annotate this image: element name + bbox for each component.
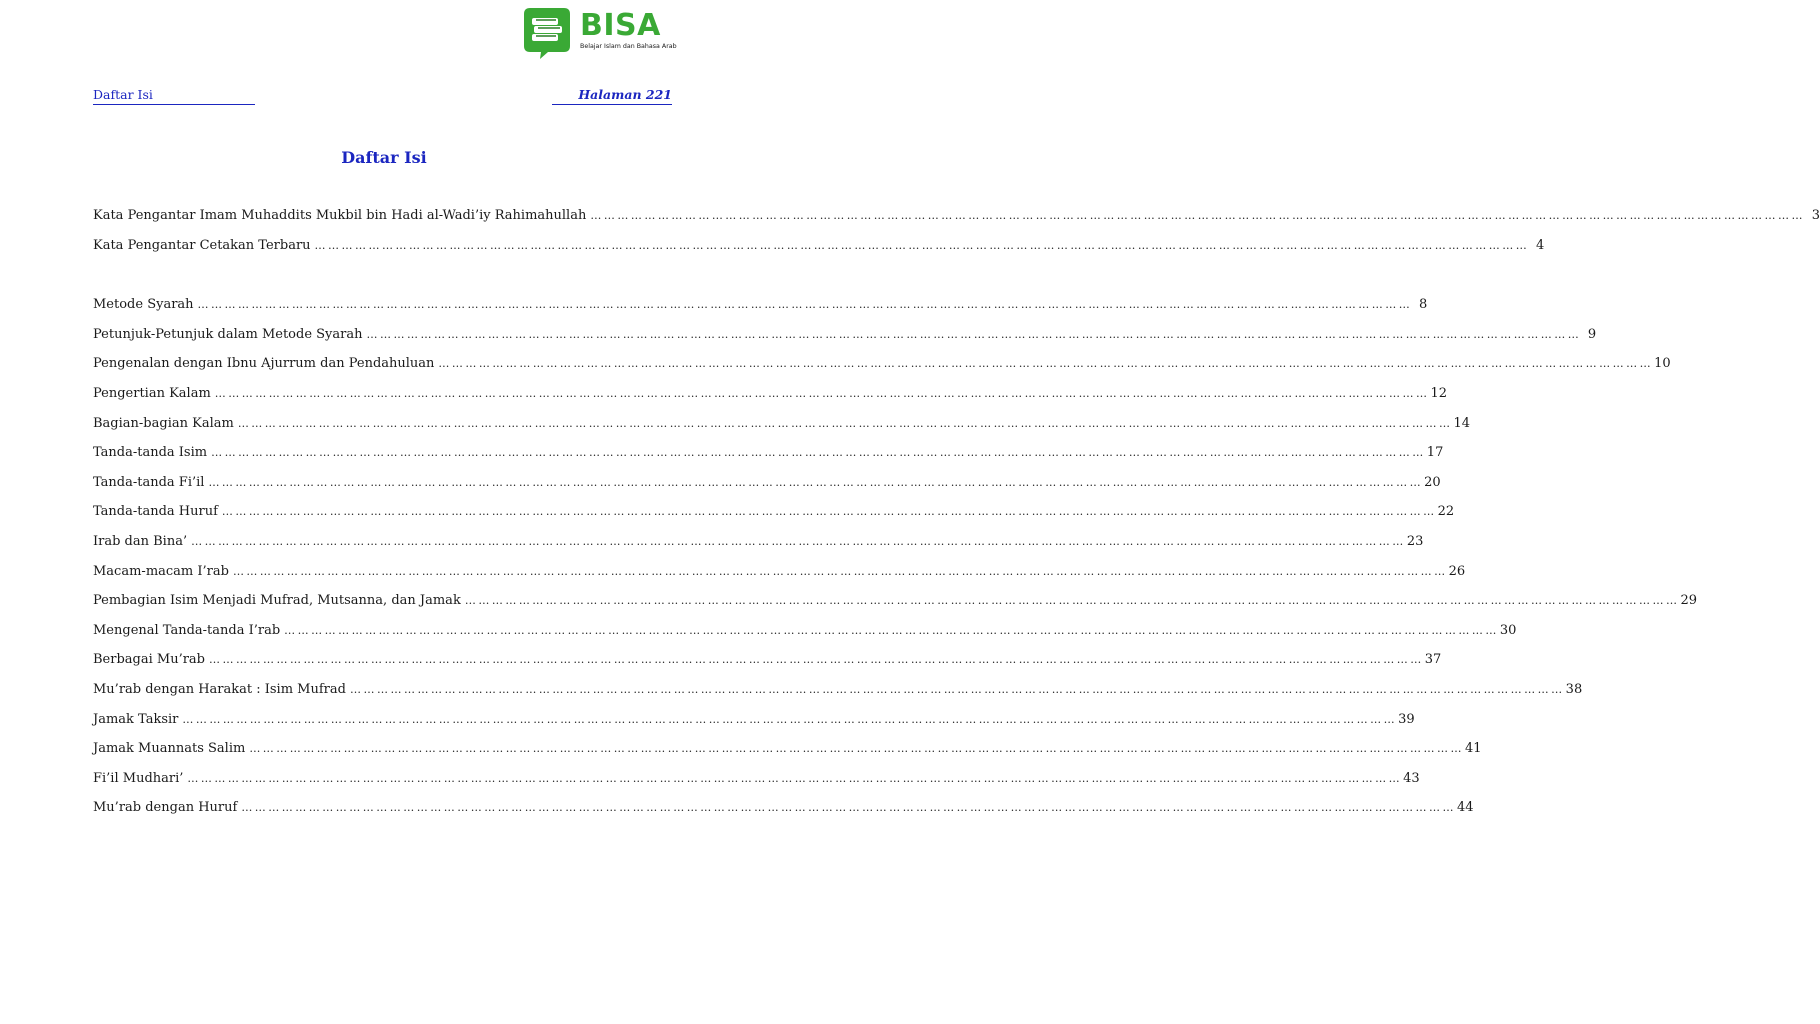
brand-name: BISA xyxy=(580,8,661,43)
toc-entry-page: 4 xyxy=(1535,237,1545,253)
header-section-title: Daftar Isi xyxy=(93,86,255,105)
toc-entry[interactable] xyxy=(93,621,1517,651)
toc-entry[interactable] xyxy=(93,473,1441,503)
running-header xyxy=(93,86,672,104)
toc-entry-title: Berbagai Mu’rab xyxy=(93,652,205,668)
toc-entry-title: Jamak Taksir xyxy=(93,711,179,727)
toc-entry[interactable] xyxy=(93,206,1820,236)
toc-entry[interactable] xyxy=(93,384,1448,414)
toc-entry-title: Mu’rab dengan Huruf xyxy=(93,800,238,816)
toc-leader-dots: … … … … … … … … … … … … … … … … … … … … … … … … … … … … … … … … … … … … … … … … … … … … … … … … … … … … … … … … … … … … … … … … … … … … … … … … … … … … … … … … … … … … … … … … … … xyxy=(221,505,1434,519)
toc-entry-page: 29 xyxy=(1680,593,1698,609)
toc-entry[interactable] xyxy=(93,236,1545,266)
toc-entry[interactable] xyxy=(93,650,1442,680)
toc-entry[interactable] xyxy=(93,591,1698,621)
toc-entry-page: 38 xyxy=(1565,681,1583,697)
toc-leader-dots: … … … … … … … … … … … … … … … … … … … … … … … … … … … … … … … … … … … … … … … … … … … … … … … … … … … … … … … … … … … … … … … … … … … … … … … … … … … … … … … … … … … … … … … … … … xyxy=(187,771,1400,785)
header-page-number: Halaman 221 xyxy=(552,86,672,105)
toc-entry-title: Tanda-tanda Huruf xyxy=(93,504,218,520)
toc-entry-title: Irab dan Bina’ xyxy=(93,533,188,549)
toc-leader-dots: … … … … … … … … … … … … … … … … … … … … … … … … … … … … … … … … … … … … … … … … … … … … … … … … … … … … … … … … … … … … … … … … … … … … … … … … … … … … … … … … … … … … … … … … … … xyxy=(241,801,1454,815)
toc-entry[interactable] xyxy=(93,680,1583,710)
toc-leader-dots: … … … … … … … … … … … … … … … … … … … … … … … … … … … … … … … … … … … … … … … … … … … … … … … … … … … … … … … … … … … … … … … … … … … … … … … … … … … … … … … … … … … … … … … … … … xyxy=(349,682,1562,696)
toc-entry[interactable] xyxy=(93,414,1471,444)
toc-entry-page: 43 xyxy=(1403,770,1420,786)
toc-leader-dots: … … … … … … … … … … … … … … … … … … … … … … … … … … … … … … … … … … … … … … … … … … … … … … … … … … … … … … … … … … … … … … … … … … … … … … … … … … … … … … … … … … … … … … … … … … xyxy=(366,327,1579,341)
toc-entry-title: Pengertian Kalam xyxy=(93,385,211,401)
toc-entry-title: Metode Syarah xyxy=(93,297,194,313)
toc-leader-dots: … … … … … … … … … … … … … … … … … … … … … … … … … … … … … … … … … … … … … … … … … … … … … … … … … … … … … … … … … … … … … … … … … … … … … … … … … … … … … … … … … … … … … … … … … … xyxy=(197,298,1410,312)
toc-entry-title: Mengenal Tanda-tanda I’rab xyxy=(93,622,281,638)
toc-entry-title: Macam-macam I’rab xyxy=(93,563,229,579)
toc-leader-dots: … … … … … … … … … … … … … … … … … … … … … … … … … … … … … … … … … … … … … … … … … … … … … … … … … … … … … … … … … … … … … … … … … … … … … … … … … … … … … … … … … … … … … … … … … … xyxy=(249,742,1462,756)
toc-entry-page: 20 xyxy=(1424,474,1441,490)
toc-entry-title: Jamak Muannats Salim xyxy=(93,741,246,757)
toc-entry[interactable] xyxy=(93,769,1420,799)
toc-entry-title: Kata Pengantar Imam Muhaddits Mukbil bin Hadi al-Wadi’iy Rahimahullah xyxy=(93,208,587,223)
toc-leader-dots: … … … … … … … … … … … … … … … … … … … … … … … … … … … … … … … … … … … … … … … … … … … … … … … … … … … … … … … … … … … … … … … … … … … … … … … … … … … … … … … … … … … … … … … … … … xyxy=(314,238,1527,252)
toc-leader-dots: … … … … … … … … … … … … … … … … … … … … … … … … … … … … … … … … … … … … … … … … … … … … … … … … … … … … … … … … … … … … … … … … … … … … … … … … … … … … … … … … … … … … … … … … … … xyxy=(438,357,1651,371)
toc-entry-page: 14 xyxy=(1453,415,1471,431)
toc-entry-page: 30 xyxy=(1499,622,1517,638)
toc-entry[interactable] xyxy=(93,325,1597,355)
toc-entry-title: Tanda-tanda Fi’il xyxy=(93,474,205,490)
toc-entry[interactable] xyxy=(93,562,1466,592)
toc-leader-dots: … … … … … … … … … … … … … … … … … … … … … … … … … … … … … … … … … … … … … … … … … … … … … … … … … … … … … … … … … … … … … … … … … … … … … … … … … … … … … … … … … … … … … … … … … … xyxy=(214,386,1427,400)
toc-entry-page: 22 xyxy=(1437,504,1455,520)
toc-leader-dots: … … … … … … … … … … … … … … … … … … … … … … … … … … … … … … … … … … … … … … … … … … … … … … … … … … … … … … … … … … … … … … … … … … … … … … … … … … … … … … … … … … … … … … … … … … xyxy=(209,653,1421,667)
toc-leader-dots: … … … … … … … … … … … … … … … … … … … … … … … … … … … … … … … … … … … … … … … … … … … … … … … … … … … … … … … … … … … … … … … … … … … … … … … … … … … … … … … … … … … … … … … … … … xyxy=(211,446,1423,460)
toc-entry-page: 3 xyxy=(1811,208,1820,223)
toc-entry[interactable] xyxy=(93,739,1482,769)
toc-entry[interactable] xyxy=(93,502,1455,532)
toc-leader-dots: … … … … … … … … … … … … … … … … … … … … … … … … … … … … … … … … … … … … … … … … … … … … … … … … … … … … … … … … … … … … … … … … … … … … … … … … … … … … … … … … … … … … … … … … … … xyxy=(464,594,1677,608)
toc-leader-dots: … … … … … … … … … … … … … … … … … … … … … … … … … … … … … … … … … … … … … … … … … … … … … … … … … … … … … … … … … … … … … … … … … … … … … … … … … … … … … … … … … … … … … … … … … … xyxy=(237,416,1450,430)
toc-entry-title: Mu’rab dengan Harakat : Isim Mufrad xyxy=(93,681,346,697)
toc-entry-title: Pembagian Isim Menjadi Mufrad, Mutsanna, dan Jamak xyxy=(93,593,461,609)
toc-entry-page: 9 xyxy=(1587,326,1597,342)
toc-entry[interactable] xyxy=(93,295,1428,325)
brand-tagline: Belajar Islam dan Bahasa Arab xyxy=(580,43,677,50)
toc-entry[interactable] xyxy=(93,354,1671,384)
toc-entry-page: 26 xyxy=(1448,563,1466,579)
toc-leader-dots: … … … … … … … … … … … … … … … … … … … … … … … … … … … … … … … … … … … … … … … … … … … … … … … … … … … … … … … … … … … … … … … … … … … … … … … … … … … … … … … … … … … … … … … … … … xyxy=(590,209,1803,222)
toc-entry-page: 37 xyxy=(1424,652,1442,668)
toc-entry-page: 41 xyxy=(1465,741,1482,757)
brand-logo xyxy=(522,6,678,60)
toc-leader-dots: … … … … … … … … … … … … … … … … … … … … … … … … … … … … … … … … … … … … … … … … … … … … … … … … … … … … … … … … … … … … … … … … … … … … … … … … … … … … … … … … … … … … … … … … … … xyxy=(191,534,1403,548)
toc-entry[interactable] xyxy=(93,532,1424,562)
book-chat-bubble-icon xyxy=(522,6,572,60)
toc-leader-dots: … … … … … … … … … … … … … … … … … … … … … … … … … … … … … … … … … … … … … … … … … … … … … … … … … … … … … … … … … … … … … … … … … … … … … … … … … … … … … … … … … … … … … … … … … … xyxy=(284,623,1496,637)
toc-entry-page: 39 xyxy=(1398,711,1415,727)
toc-entry[interactable] xyxy=(93,443,1444,473)
toc-entry-title: Kata Pengantar Cetakan Terbaru xyxy=(93,237,311,253)
toc-leader-dots: … … … … … … … … … … … … … … … … … … … … … … … … … … … … … … … … … … … … … … … … … … … … … … … … … … … … … … … … … … … … … … … … … … … … … … … … … … … … … … … … … … … … … … … … … … xyxy=(208,475,1421,489)
toc-entry-title: Petunjuk-Petunjuk dalam Metode Syarah xyxy=(93,326,363,342)
toc-entry-title: Tanda-tanda Isim xyxy=(93,445,208,461)
toc-entry-title: Bagian-bagian Kalam xyxy=(93,415,234,431)
page-title: Daftar Isi xyxy=(341,148,427,167)
toc-leader-dots: … … … … … … … … … … … … … … … … … … … … … … … … … … … … … … … … … … … … … … … … … … … … … … … … … … … … … … … … … … … … … … … … … … … … … … … … … … … … … … … … … … … … … … … … … … xyxy=(182,712,1395,726)
toc-entry-page: 17 xyxy=(1426,445,1444,461)
toc-leader-dots: … … … … … … … … … … … … … … … … … … … … … … … … … … … … … … … … … … … … … … … … … … … … … … … … … … … … … … … … … … … … … … … … … … … … … … … … … … … … … … … … … … … … … … … … … … xyxy=(232,564,1445,578)
toc-entry-page: 10 xyxy=(1654,356,1671,372)
table-of-contents xyxy=(93,206,1820,828)
toc-entry[interactable] xyxy=(93,710,1415,740)
toc-entry-page: 44 xyxy=(1457,800,1474,816)
toc-entry[interactable] xyxy=(93,798,1474,828)
toc-entry-title: Pengenalan dengan Ibnu Ajurrum dan Pendahuluan xyxy=(93,356,435,372)
toc-entry-title: Fi’il Mudhari’ xyxy=(93,770,184,786)
toc-entry-page: 8 xyxy=(1418,297,1428,313)
toc-entry-page: 23 xyxy=(1406,533,1424,549)
toc-entry-page: 12 xyxy=(1430,385,1448,401)
